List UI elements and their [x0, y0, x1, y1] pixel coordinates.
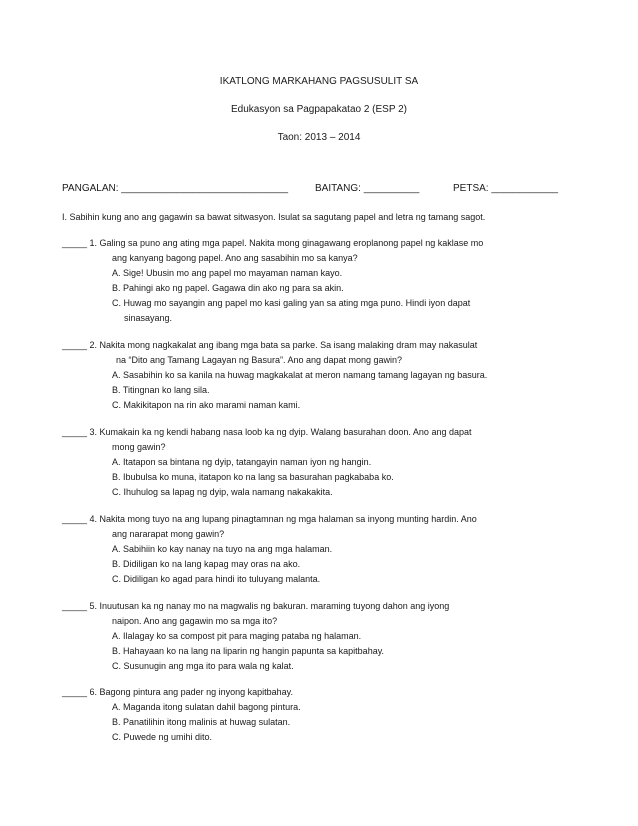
question-text: _____ 6. Bagong pintura ang pader ng inyong kapitbahay. [62, 687, 294, 697]
question-text: mong gawin? [112, 442, 166, 452]
choice-b: B. Panatilihin itong malinis at huwag sulatan. [112, 717, 291, 727]
choice-a: A. Sasabihin ko sa kanila na huwag magkakalat at meron namang tamang lagayan ng basura. [112, 370, 488, 380]
name-field[interactable]: PANGALAN: ______________________________ [62, 183, 289, 194]
question-text: naipon. Ano ang gagawin mo sa mga ito? [112, 616, 278, 626]
choice-c: C. Didiligan ko agad para hindi ito tuluyang malanta. [112, 574, 321, 584]
choice-a: A. Sige! Ubusin mo ang papel mo mayaman naman kayo. [112, 268, 343, 278]
question-text: _____ 4. Nakita mong tuyo na ang lupang pinagtamnan ng mga halaman sa inyong munting hardin. Ano [62, 514, 477, 524]
choice-c: C. Ihuhulog sa lapag ng dyip, wala namang nakakakita. [112, 487, 333, 497]
choice-c: C. Makikitapon na rin ako marami naman kami. [112, 400, 301, 410]
choice-c: C. Susunugin ang mga ito para wala ng kalat. [112, 661, 294, 671]
choice-b: B. Pahingi ako ng papel. Gagawa din ako ng para sa akin. [112, 283, 344, 293]
question-text: _____ 5. Inuutusan ka ng nanay mo na magwalis ng bakuran. maraming tuyong dahon ang iyong [62, 601, 450, 611]
instructions: I. Sabihin kung ano ang gagawin sa bawat sitwasyon. Isulat sa sagutang papel and letra ng tamang sagot. [62, 212, 486, 222]
question-text: ang nararapat mong gawin? [112, 529, 225, 539]
choice-b: B. Didiligan ko na lang kapag may oras na ako. [112, 559, 301, 569]
question-text: _____ 2. Nakita mong nagkakalat ang ibang mga bata sa parke. Sa isang malaking dram may nakasulat [62, 340, 478, 350]
choice-a: A. Sabihiin ko kay nanay na tuyo na ang mga halaman. [112, 544, 333, 554]
choice-c-continued: sinasayang. [124, 313, 173, 323]
school-year: Taon: 2013 – 2014 [277, 132, 361, 143]
choice-a: A. Maganda itong sulatan dahil bagong pintura. [112, 702, 301, 712]
choice-b: B. Titingnan ko lang sila. [112, 385, 210, 395]
student-info-row [62, 182, 582, 196]
question-text: na “Dito ang Tamang Lagayan ng Basura”. Ano ang dapat mong gawin? [116, 355, 403, 365]
exam-subject: Edukasyon sa Pagpapakatao 2 (ESP 2) [230, 104, 408, 115]
choice-c: C. Puwede ng umihi dito. [112, 732, 213, 742]
choice-a: A. Itatapon sa bintana ng dyip, tatangayin naman iyon ng hangin. [112, 457, 372, 467]
choice-a: A. Ilalagay ko sa compost pit para maging pataba ng halaman. [112, 631, 362, 641]
choice-b: B. Hahayaan ko na lang na liparin ng hangin papunta sa kapitbahay. [112, 646, 385, 656]
choice-b: B. Ibubulsa ko muna, itatapon ko na lang sa basurahan pagkababa ko. [112, 472, 394, 482]
exam-title: IKATLONG MARKAHANG PAGSUSULIT SA [219, 76, 419, 87]
question-text: ang kanyang bagong papel. Ano ang sasabihin mo sa kanya? [112, 253, 358, 263]
date-field[interactable]: PETSA: ____________ [453, 183, 559, 194]
choice-c: C. Huwag mo sayangin ang papel mo kasi galing yan sa ating mga puno. Hindi iyon dapat [112, 298, 471, 308]
grade-field[interactable]: BAITANG: __________ [315, 183, 420, 194]
question-text: _____ 3. Kumakain ka ng kendi habang nasa loob ka ng dyip. Walang basurahan doon. Ano ang dapat [62, 427, 472, 437]
question-text: _____ 1. Galing sa puno ang ating mga papel. Nakita mong ginagawang eroplanong papel ng kaklase mo [62, 238, 484, 248]
